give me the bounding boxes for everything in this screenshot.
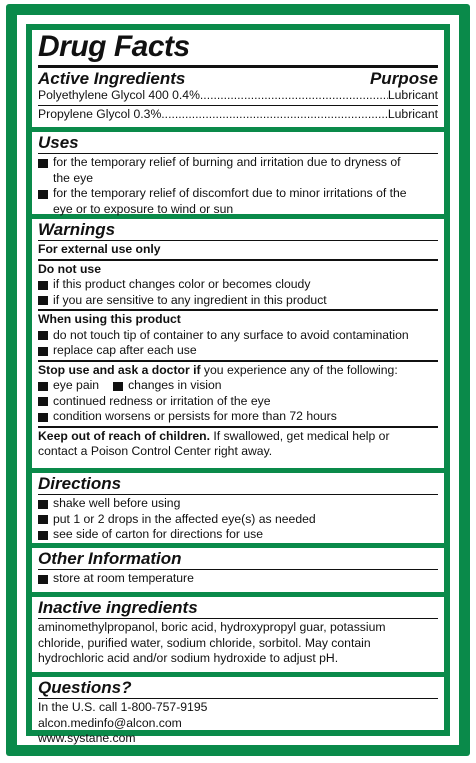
- divider: [38, 153, 438, 154]
- divider: [38, 698, 438, 699]
- ingredient-row: [38, 88, 438, 104]
- list-item: eye pain changes in vision: [38, 378, 438, 394]
- bullet-square-icon: [38, 575, 48, 584]
- bullet-square-icon: [113, 382, 123, 391]
- when-using-heading: When using this product: [38, 312, 181, 326]
- purpose-heading: Purpose: [369, 69, 438, 88]
- list-item: if you are sensitive to any ingredient in this product: [38, 293, 438, 309]
- label-frame: [6, 4, 470, 756]
- list-item: if this product changes color or becomes cloudy: [38, 277, 438, 293]
- bullet-square-icon: [38, 515, 48, 524]
- bullet-square-icon: [38, 331, 48, 340]
- bullet-square-icon: [38, 382, 48, 391]
- list-item-continuation: eye or to exposure to wind or sun: [53, 201, 234, 216]
- list-item-continuation: the eye: [53, 170, 93, 185]
- bullet-square-icon: [38, 531, 48, 540]
- warnings-box: [32, 219, 444, 468]
- keep-out-text-line2: contact a Poison Control Center right away.: [38, 444, 273, 458]
- divider: [38, 309, 438, 311]
- other-information-box: [32, 548, 444, 592]
- uses-heading: Uses: [38, 133, 79, 152]
- directions-box: [32, 473, 444, 543]
- list-item: do not touch tip of container to any surface to avoid contamination: [38, 328, 438, 344]
- external-use-text: For external use only: [38, 242, 161, 256]
- bullet-square-icon: [38, 296, 48, 305]
- inactive-ingredients-text: hydrochloric acid and/or sodium hydroxide to adjust pH.: [38, 651, 339, 665]
- list-item: continued redness or irritation of the eye: [38, 394, 438, 410]
- divider: [38, 65, 438, 68]
- bullet-square-icon: [38, 500, 48, 509]
- list-item: put 1 or 2 drops in the affected eye(s) as needed: [38, 512, 438, 528]
- inactive-ingredients-box: [32, 597, 444, 672]
- keep-out-text: Keep out of reach of children. If swallowed, get medical help or: [38, 428, 390, 443]
- bullet-square-icon: [38, 190, 48, 199]
- divider: [38, 360, 438, 362]
- active-ingredients-heading: Active Ingredients: [38, 69, 186, 88]
- divider: [38, 105, 438, 106]
- page-title: Drug Facts: [38, 30, 190, 63]
- divider: [38, 240, 438, 241]
- leader-dots: [200, 88, 388, 104]
- inactive-ingredients-text: aminomethylpropanol, boric acid, hydroxypropyl guar, potassium: [38, 620, 386, 634]
- bullet-square-icon: [38, 413, 48, 422]
- questions-box: [32, 677, 444, 745]
- list-item: store at room temperature: [38, 571, 438, 587]
- questions-heading: Questions?: [38, 678, 132, 697]
- bullet-square-icon: [38, 281, 48, 290]
- list-item: shake well before using: [38, 496, 438, 512]
- list-item: for the temporary relief of burning and irritation due to dryness of: [38, 155, 438, 171]
- ingredient-purpose: Lubricant: [387, 106, 438, 121]
- ingredient-row: [38, 107, 438, 123]
- leader-dots: [161, 107, 388, 123]
- ingredient-name: Propylene Glycol 0.3%: [38, 106, 162, 121]
- other-information-heading: Other Information: [38, 549, 182, 568]
- bullet-square-icon: [38, 397, 48, 406]
- website-text: www.systane.com: [38, 731, 136, 745]
- inactive-ingredients-heading: Inactive ingredients: [38, 598, 198, 617]
- active-ingredients-box: [32, 30, 444, 127]
- email-text: alcon.medinfo@alcon.com: [38, 715, 182, 730]
- bullet-square-icon: [38, 347, 48, 356]
- phone-text: In the U.S. call 1-800-757-9195: [38, 700, 208, 714]
- ingredient-purpose: Lubricant: [387, 88, 438, 102]
- stop-use-text: Stop use and ask a doctor if you experience any of the following:: [38, 362, 398, 377]
- divider: [38, 569, 438, 570]
- uses-box: [32, 132, 444, 214]
- label-white-margin: [17, 15, 459, 745]
- inactive-ingredients-text: chloride, purified water, sodium chloride, sorbitol. May contain: [38, 635, 371, 650]
- do-not-use-heading: Do not use: [38, 261, 101, 276]
- divider: [38, 618, 438, 619]
- list-item: see side of carton for directions for use: [38, 527, 438, 543]
- bullet-square-icon: [38, 159, 48, 168]
- list-item: for the temporary relief of discomfort due to minor irritations of the: [38, 186, 438, 202]
- active-ingredients-header: [38, 69, 438, 88]
- warnings-heading: Warnings: [38, 220, 116, 239]
- list-item: replace cap after each use: [38, 343, 438, 359]
- divider: [38, 259, 438, 261]
- drug-facts-panel: [26, 24, 450, 745]
- divider: [38, 426, 438, 428]
- ingredient-name: Polyethylene Glycol 400 0.4%: [38, 88, 200, 102]
- divider: [38, 494, 438, 495]
- list-item: condition worsens or persists for more than 72 hours: [38, 409, 438, 425]
- directions-heading: Directions: [38, 474, 122, 493]
